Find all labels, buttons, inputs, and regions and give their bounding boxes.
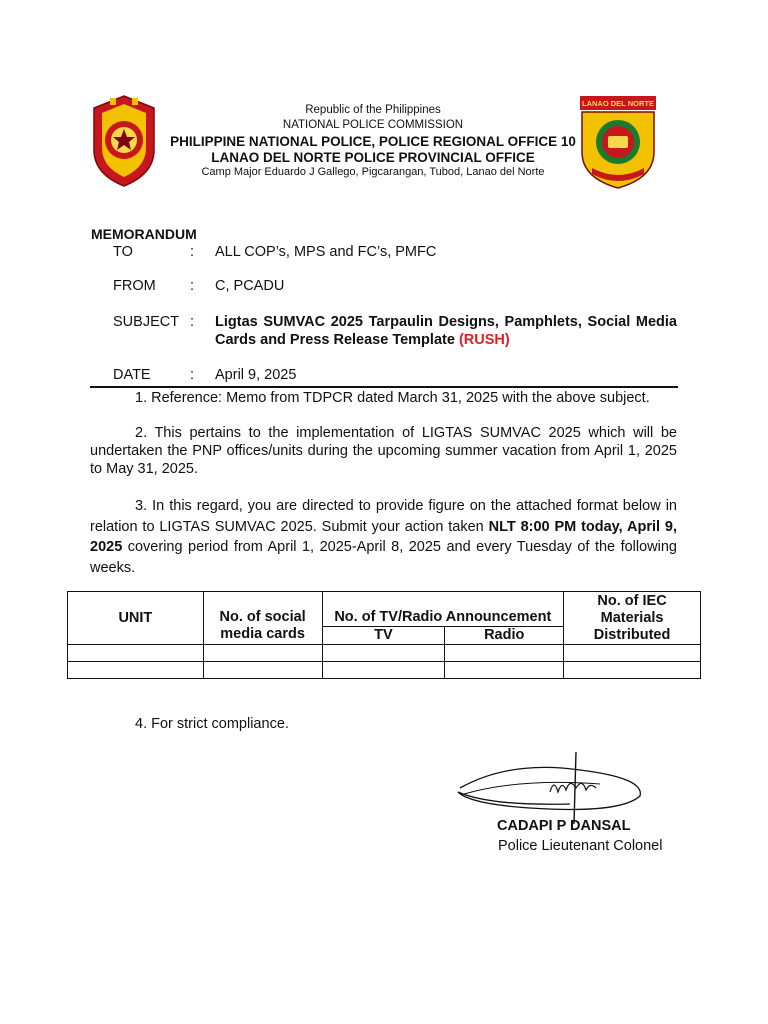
- table-cell: [564, 645, 701, 662]
- table-cell: [445, 662, 564, 679]
- letterhead-ppo: LANAO DEL NORTE POLICE PROVINCIAL OFFICE: [211, 150, 535, 165]
- subject-colon: :: [190, 314, 195, 330]
- date-colon: :: [190, 367, 195, 383]
- signatory-name: CADAPI P DANSAL: [497, 818, 631, 834]
- paragraph-3: [90, 496, 677, 578]
- table-cell: [203, 645, 322, 662]
- header-divider: [90, 386, 678, 388]
- memo-title: MEMORANDUM: [91, 226, 197, 242]
- subject-text: Ligtas SUMVAC 2025 Tarpaulin Designs, Pamphlets, Social Media Cards and Press Release Template: [215, 314, 677, 348]
- subject-value: [215, 314, 677, 349]
- table-cell: [203, 662, 322, 679]
- paragraph-2: 2. This pertains to the implementation of LIGTAS SUMVAC 2025 which will be undertaken the PNP offices/units during the upcoming summer vacation from April 1, 2025 to May 31, 2025.: [90, 425, 677, 477]
- col-header-radio: Radio: [445, 627, 564, 645]
- table-cell: [322, 645, 445, 662]
- to-label: TO: [113, 244, 133, 260]
- col-header-tv: TV: [322, 627, 445, 645]
- pnp-seal-logo: [88, 92, 160, 188]
- paragraph-3-end: covering period from April 1, 2025-April 8, 2025 and every Tuesday of the following weeks.: [90, 539, 677, 576]
- letterhead-napolcom: NATIONAL POLICE COMMISSION: [282, 119, 464, 131]
- date-value: April 9, 2025: [215, 367, 297, 383]
- deadline-text: NLT 8:00 PM today, April 9, 2025: [90, 518, 677, 555]
- handwritten-signature: [450, 748, 650, 828]
- from-colon: :: [190, 278, 195, 294]
- letterhead-address: Camp Major Eduardo J Gallego, Pigcarangan, Tubod, Lanao del Norte: [201, 166, 545, 178]
- paragraph-4: 4. For strict compliance.: [135, 716, 289, 732]
- paragraph-3-start: 3. In this regard, you are directed to provide figure on the attached format below in relation to LIGTAS SUMVAC 2025. Submit your action taken: [90, 498, 677, 535]
- col-header-social-media-cards: No. of social media cards: [203, 592, 322, 645]
- table-cell: [322, 662, 445, 679]
- paragraph-1: 1. Reference: Memo from TDPCR dated March 31, 2025 with the above subject.: [135, 390, 650, 406]
- signatory-rank: Police Lieutenant Colonel: [498, 838, 663, 854]
- table-cell: [68, 645, 204, 662]
- date-label: DATE: [113, 367, 151, 383]
- table-cell: [68, 662, 204, 679]
- col-header-unit: UNIT: [68, 592, 204, 645]
- letterhead-pnp-pro10: PHILIPPINE NATIONAL POLICE, POLICE REGIONAL OFFICE 10: [170, 134, 576, 149]
- table-row: [68, 645, 701, 662]
- table-row: [68, 662, 701, 679]
- col-header-tv-radio: No. of TV/Radio Announcement: [322, 592, 564, 627]
- from-value: C, PCADU: [215, 278, 285, 294]
- lanao-del-norte-ppo-seal-logo: [578, 94, 658, 190]
- report-format-table: [67, 591, 701, 679]
- table-cell: [445, 645, 564, 662]
- letterhead-republic: Republic of the Philippines: [305, 104, 441, 116]
- rush-flag: (RUSH): [458, 331, 510, 348]
- table-cell: [564, 662, 701, 679]
- to-colon: :: [190, 244, 195, 260]
- to-value: ALL COP’s, MPS and FC’s, PMFC: [215, 244, 437, 260]
- seal-banner-text: LANAO DEL NORTE: [582, 99, 654, 108]
- from-label: FROM: [113, 278, 156, 294]
- subject-label: SUBJECT: [113, 314, 180, 330]
- col-header-iec-materials: No. of IEC Materials Distributed: [564, 592, 701, 645]
